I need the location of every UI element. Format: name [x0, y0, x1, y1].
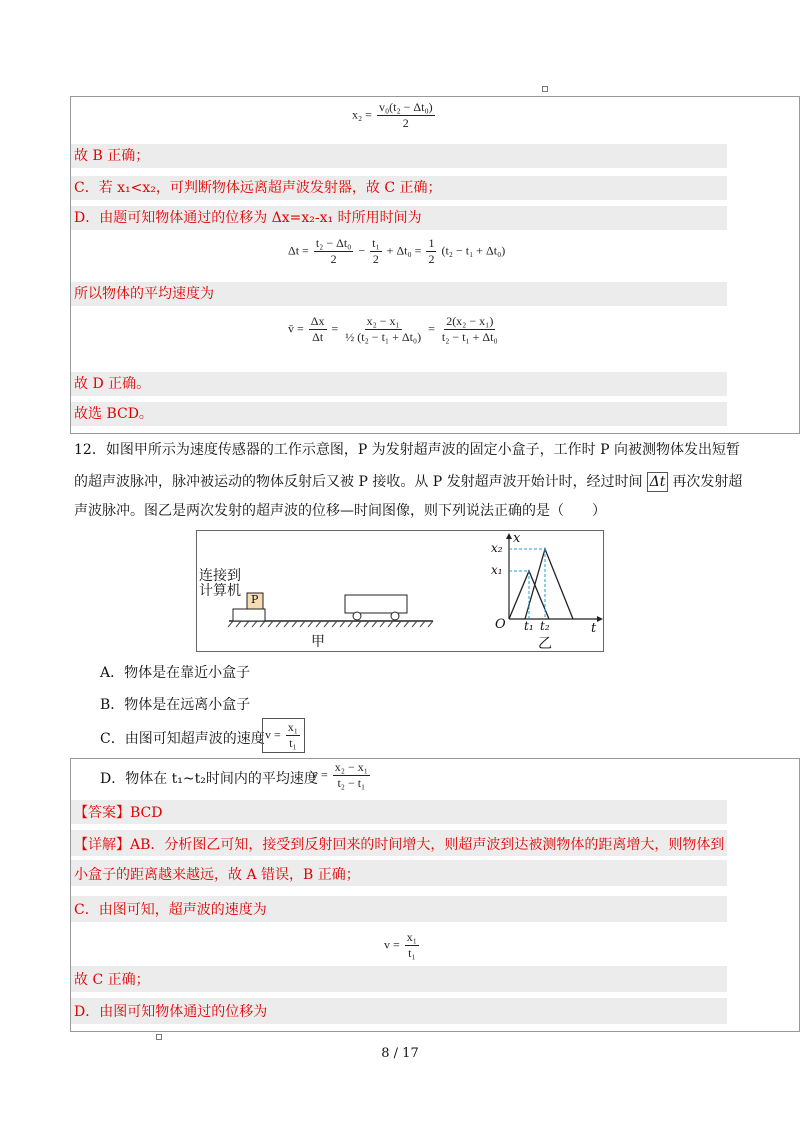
corner-mark — [542, 86, 548, 92]
question-line-1: 12．如图甲所示为速度传感器的工作示意图，P 为发射超声波的固定小盒子，工作时 P 向被测物体发出短暂 — [74, 442, 741, 458]
axis-x-label: x — [513, 531, 521, 546]
option-c: C．由图可知超声波的速度 — [100, 731, 265, 747]
option-d-equation: v = $\frac{\text{x₂ − x₁}}{\text{t₂ − t₁}}$ — [312, 760, 368, 790]
platform — [233, 609, 265, 621]
cart-wheel — [391, 612, 399, 620]
detail-c-correct: 故 C 正确； — [74, 972, 150, 988]
figure-panel — [196, 530, 604, 652]
caption-jia: 甲 — [311, 634, 325, 650]
detail-c-equation: v = $\frac{\text{x₁}}{\text{t₁}}$ — [384, 930, 417, 960]
detail-c-line: C．由图可知，超声波的速度为 — [74, 902, 267, 918]
question-line-2: 的超声波脉冲，脉冲被运动的物体反射后又被 P 接收。从 P 发射超声波开始计时，经过时间 Δt 再次发射超 — [74, 474, 743, 490]
line-d-correct: 故 D 正确。 — [74, 376, 151, 392]
line-d: D．由题可知物体通过的位移为 Δx=x₂-x₁ 时所用时间为 — [74, 210, 422, 226]
tick-t1: t₁ — [524, 619, 534, 633]
tick-x1: x₁ — [491, 563, 503, 577]
question-line-3: 声波脉冲。图乙是两次发射的超声波的位移—时间图像，则下列说法正确的是（ ） — [74, 503, 606, 519]
option-c-equation: v = $\frac{\text{x₁}}{\text{t₁}}$ — [262, 718, 305, 753]
shade — [71, 372, 727, 396]
shade — [71, 144, 727, 168]
equation-x2: x₂ = $\frac{\text{v₀(t₂ − Δt₀)}}{2}$ — [352, 100, 433, 130]
label-computer: 计算机 — [199, 583, 241, 599]
option-d: D．物体在 t₁~t₂时间内的平均速度 — [100, 771, 318, 787]
option-a: A．物体是在靠近小盒子 — [100, 665, 251, 681]
line-c: C．若 x₁<x₂，可判断物体远离超声波发射器，故 C 正确； — [74, 180, 442, 196]
cart-wheel — [353, 612, 361, 620]
tick-t2: t₂ — [540, 619, 550, 633]
detail-line-1: 【详解】AB．分析图乙可知，接受到反射回来的时间增大，则超声波到达被测物体的距离增大，则物体到 — [74, 837, 725, 853]
shade — [71, 800, 727, 824]
tick-x2: x₂ — [491, 541, 503, 555]
line-choose: 故选 BCD。 — [74, 406, 153, 422]
detail-line-2: 小盒子的距离越来越远，故 A 错误，B 正确； — [74, 867, 360, 883]
y-axis-arrow — [506, 533, 512, 539]
answer-line: 【答案】BCD — [74, 805, 163, 821]
pulse-2 — [525, 549, 573, 619]
ground-hatch — [228, 621, 433, 627]
line-b-correct: 故 B 正确； — [74, 148, 150, 164]
label-connect: 连接到 — [199, 568, 241, 584]
label-p: P — [251, 593, 259, 606]
page-number: 8 / 17 — [381, 1046, 419, 1061]
x-axis-arrow — [597, 616, 603, 622]
corner-mark — [156, 1034, 162, 1040]
equation-delta-t: Δt = $\frac{\text{t₂ − Δt₀}}{2}$ − $\frac{\text{t₁}}{2}$ + Δt₀ = $\frac{1}{2}$ (t₂ − t₁ + Δt₀) — [288, 236, 506, 266]
shade — [71, 966, 727, 992]
option-b: B．物体是在远离小盒子 — [100, 697, 251, 713]
detail-d-line: D．由图可知物体通过的位移为 — [74, 1004, 268, 1020]
cart-body — [345, 595, 407, 613]
caption-yi: 乙 — [538, 636, 552, 652]
line-average-velocity: 所以物体的平均速度为 — [74, 286, 214, 302]
delta-t-box: Δt — [647, 472, 669, 492]
axis-t-label: t — [591, 621, 597, 636]
shade — [71, 402, 727, 426]
equation-average-velocity: v̄ = $\frac{\Delta x}{\Delta t}$ = $\frac{\text{x₂ − x₁}}{\text{½ (t₂ − t₁ + Δt₀)}}$ = $\frac{\text{2(x₂ − x₁)}}{\text{t₂ − t₁ + Δt₀}}$ — [288, 314, 498, 344]
origin-label: O — [495, 617, 506, 632]
